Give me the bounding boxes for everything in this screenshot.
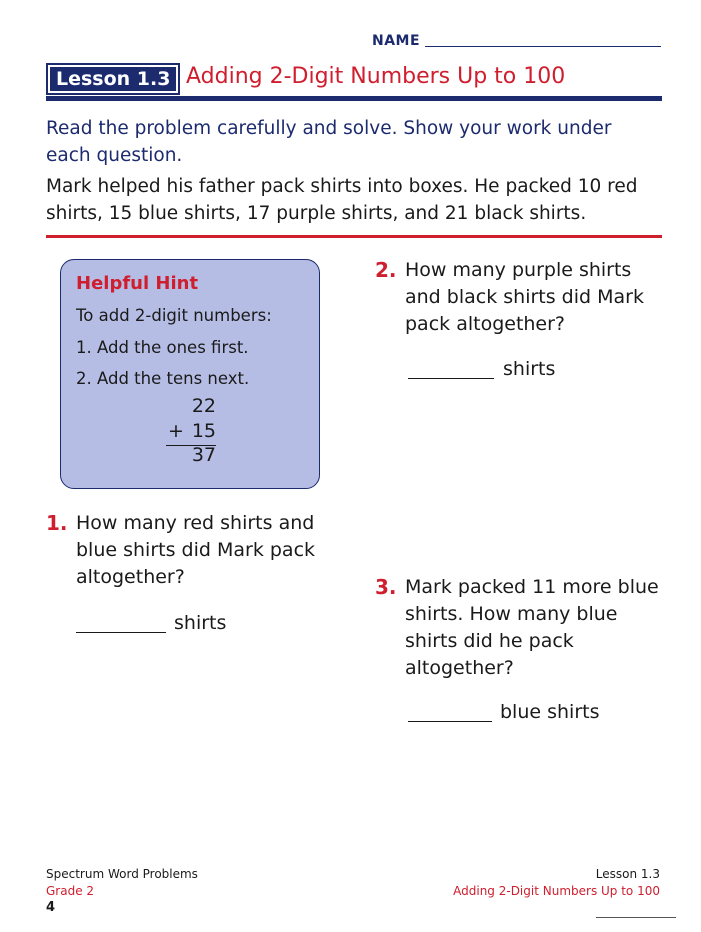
question-2-answer-blank[interactable] <box>408 378 494 379</box>
question-3-answer-blank[interactable] <box>408 721 492 722</box>
instructions-text: Read the problem carefully and solve. Show your work under each question. <box>46 118 612 166</box>
footer-corner-rule <box>596 917 676 918</box>
example-plus-sign: + <box>168 420 184 442</box>
question-3-unit: blue shirts <box>500 701 600 723</box>
question-1-number: 1. <box>46 511 68 535</box>
name-label: NAME <box>372 33 421 49</box>
problem-divider <box>46 235 662 238</box>
footer-lesson: Lesson 1.3 <box>595 867 660 881</box>
question-3-text: Mark packed 11 more blue shirts. How many blue shirts did he pack altogether? <box>405 576 659 679</box>
question-1-unit: shirts <box>174 612 227 634</box>
hint-intro: To add 2-digit numbers: <box>76 306 272 325</box>
question-1-text: How many red shirts and blue shirts did Mark pack altogether? <box>76 512 316 588</box>
question-2-number: 2. <box>375 258 397 282</box>
problem-text: Mark helped his father pack shirts into boxes. He packed 10 red shirts, 15 blue shirts, 17 purple shirts, and 21 black shirts. <box>46 176 638 224</box>
name-input-line[interactable] <box>425 46 661 47</box>
question-2-text: How many purple shirts and black shirts did Mark pack altogether? <box>405 259 644 335</box>
lesson-title: Adding 2-Digit Numbers Up to 100 <box>186 64 566 89</box>
footer-lesson-title: Adding 2-Digit Numbers Up to 100 <box>453 884 660 898</box>
example-addend-2: 15 <box>191 420 216 442</box>
hint-step-2: 2. Add the tens next. <box>76 369 250 388</box>
hint-step-1: 1. Add the ones first. <box>76 338 249 357</box>
example-sum: 37 <box>191 444 216 466</box>
lesson-badge: Lesson 1.3 <box>46 63 180 95</box>
example-addend-1: 22 <box>191 395 216 417</box>
question-3-number: 3. <box>375 575 397 599</box>
header-divider <box>46 96 662 101</box>
page-number: 4 <box>46 900 56 915</box>
footer-grade: Grade 2 <box>46 884 95 898</box>
question-2-unit: shirts <box>503 358 556 380</box>
question-1-answer-blank[interactable] <box>76 632 166 633</box>
footer-book-title: Spectrum Word Problems <box>46 867 198 881</box>
hint-title: Helpful Hint <box>76 273 199 294</box>
